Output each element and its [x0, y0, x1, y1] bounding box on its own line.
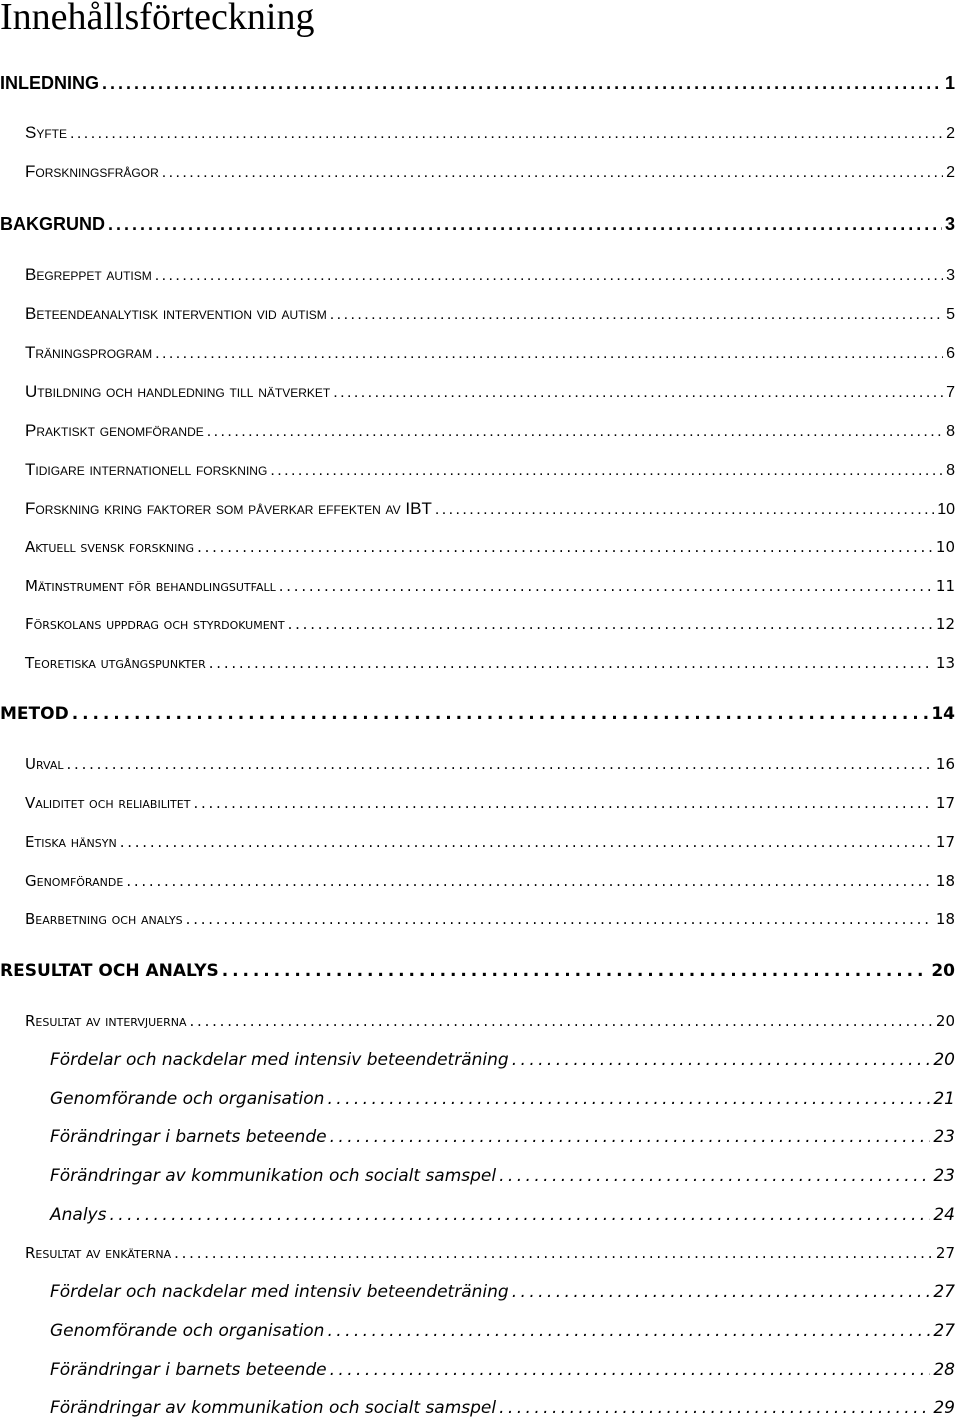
- toc-leader-dots: [155, 263, 943, 289]
- toc-entry-label: Utbildning och handledning till nätverket: [25, 382, 331, 401]
- toc-entry[interactable]: [50, 1395, 955, 1421]
- toc-entry[interactable]: [25, 120, 955, 146]
- toc-entry[interactable]: [25, 159, 955, 185]
- toc-entry-label: Resultat av enkäterna: [25, 1244, 172, 1262]
- toc-leader-dots: [155, 341, 943, 367]
- toc-leader-dots: [67, 751, 933, 777]
- toc-entry-page-number: 23: [933, 1127, 955, 1147]
- toc-entry-label: Urval: [25, 755, 64, 773]
- toc-entry-page-number: 17: [935, 794, 955, 812]
- toc-entry-page-number: 27: [935, 1244, 955, 1262]
- toc-leader-dots: [109, 1202, 930, 1228]
- toc-entry-page-number: 21: [933, 1089, 955, 1109]
- toc-entry[interactable]: [25, 1008, 955, 1034]
- toc-entry-label: Förändringar i barnets beteende: [50, 1360, 327, 1380]
- toc-entry-page-number: 5: [946, 306, 955, 323]
- page-title: Innehållsförteckning: [0, 0, 315, 38]
- toc-leader-dots: [279, 573, 933, 599]
- toc-leader-dots: [330, 1357, 931, 1383]
- toc-leader-dots: [270, 458, 943, 484]
- toc-entry[interactable]: [50, 1357, 955, 1383]
- toc-entry-label: Förändringar i barnets beteende: [50, 1127, 327, 1147]
- toc-entry[interactable]: [25, 262, 955, 288]
- toc-entry-label: Analys: [50, 1205, 107, 1225]
- toc-entry[interactable]: [50, 1202, 955, 1228]
- toc-entry-label: Träningsprogram: [25, 343, 153, 362]
- toc-entry-label: Begreppet autism: [25, 265, 152, 284]
- toc-entry[interactable]: [25, 379, 955, 405]
- toc-leader-dots: [193, 790, 932, 816]
- toc-entry-page-number: 2: [946, 125, 955, 142]
- toc-entry-page-number: 6: [946, 345, 955, 362]
- toc-entry[interactable]: [50, 1047, 955, 1073]
- toc-entry[interactable]: [25, 751, 955, 777]
- toc-leader-dots: [120, 829, 933, 855]
- toc-entry[interactable]: [25, 301, 955, 327]
- toc-entry[interactable]: [0, 211, 955, 237]
- toc-entry-page-number: 17: [935, 833, 955, 851]
- toc-entry-page-number: 20: [935, 1012, 955, 1030]
- toc-entry-label: Förskolans uppdrag och styrdokument: [25, 615, 285, 633]
- toc-leader-dots: [288, 611, 933, 637]
- toc-leader-dots: [186, 906, 933, 932]
- toc-entry-label: Fördelar och nackdelar med intensiv beteendeträning: [50, 1050, 509, 1070]
- toc-entry[interactable]: [50, 1086, 955, 1112]
- toc-leader-dots: [207, 419, 943, 445]
- toc-leader-dots: [435, 497, 934, 523]
- toc-entry-page-number: 10: [935, 538, 955, 556]
- toc-entry-page-number: 27: [933, 1321, 955, 1341]
- toc-leader-dots: [162, 160, 943, 186]
- toc-entry[interactable]: [50, 1124, 955, 1150]
- toc-leader-dots: [499, 1163, 930, 1189]
- toc-entry-page-number: 1: [944, 73, 955, 93]
- toc-entry-label: Genomförande och organisation: [50, 1321, 325, 1341]
- toc-entry-label: Mätinstrument för behandlingsutfall: [25, 577, 276, 595]
- toc-entry-page-number: 14: [931, 704, 955, 724]
- toc-entry-label: Syfte: [25, 123, 68, 142]
- toc-leader-dots: [330, 1124, 931, 1150]
- toc-entry[interactable]: [25, 573, 955, 599]
- toc-entry-label: Forskningsfrågor: [25, 162, 159, 181]
- toc-entry-label: Teoretiska utgångspunkter: [25, 654, 206, 672]
- toc-entry-label: Bearbetning och analys: [25, 910, 183, 928]
- toc-leader-dots: [190, 1008, 933, 1034]
- toc-entry-page-number: 20: [933, 1050, 955, 1070]
- toc-entry-label: Genomförande: [25, 872, 124, 890]
- toc-entry[interactable]: [50, 1279, 955, 1305]
- toc-leader-dots: [72, 701, 929, 727]
- toc-entry-page-number: 18: [935, 872, 955, 890]
- toc-leader-dots: [126, 868, 933, 894]
- toc-entry-page-number: 28: [933, 1360, 955, 1380]
- toc-leader-dots: [70, 121, 943, 147]
- toc-leader-dots: [102, 70, 942, 96]
- toc-leader-dots: [197, 534, 933, 560]
- toc-entry[interactable]: [25, 534, 955, 560]
- toc-leader-dots: [330, 302, 943, 328]
- toc-entry[interactable]: [25, 1240, 955, 1266]
- toc-entry-page-number: 3: [944, 214, 955, 234]
- toc-entry-page-number: 8: [946, 462, 955, 479]
- toc-entry-label: METOD: [0, 704, 69, 724]
- toc-leader-dots: [499, 1395, 930, 1421]
- toc-entry-page-number: 8: [946, 423, 955, 440]
- toc-entry-page-number: 13: [935, 654, 955, 672]
- toc-entry[interactable]: [25, 906, 955, 932]
- toc-entry[interactable]: [25, 611, 955, 637]
- toc-entry-page-number: 11: [935, 577, 955, 595]
- toc-entry-label: Genomförande och organisation: [50, 1089, 325, 1109]
- toc-leader-dots: [512, 1279, 931, 1305]
- toc-entry[interactable]: [0, 958, 955, 984]
- toc-entry[interactable]: [25, 829, 955, 855]
- toc-entry[interactable]: [25, 650, 955, 676]
- toc-leader-dots: [512, 1047, 931, 1073]
- toc-entry[interactable]: [25, 457, 955, 483]
- toc-entry-page-number: 18: [935, 910, 955, 928]
- toc-leader-dots: [333, 380, 943, 406]
- toc-entry-label: Forskning kring faktorer som påverkar effekten av IBT: [25, 499, 432, 518]
- toc-leader-dots: [174, 1240, 933, 1266]
- toc-leader-dots: [327, 1318, 930, 1344]
- toc-entry-label: Beteendeanalytisk intervention vid autism: [25, 304, 327, 323]
- toc-entry-label: Tidigare internationell forskning: [25, 460, 268, 479]
- toc-entry-page-number: 23: [933, 1166, 955, 1186]
- toc-entry-page-number: 12: [935, 615, 955, 633]
- toc-entry-label: Resultat av intervjuerna: [25, 1012, 187, 1030]
- toc-leader-dots: [327, 1086, 930, 1112]
- toc-entry-page-number: 16: [935, 755, 955, 773]
- toc-entry[interactable]: [0, 701, 955, 727]
- toc-entry-label: Praktiskt genomförande: [25, 421, 204, 440]
- toc-leader-dots: [108, 211, 942, 237]
- toc-entry-label: Fördelar och nackdelar med intensiv beteendeträning: [50, 1282, 509, 1302]
- toc-leader-dots: [209, 650, 933, 676]
- toc-entry-label: Förändringar av kommunikation och socialt samspel: [50, 1398, 497, 1418]
- toc-entry[interactable]: [25, 868, 955, 894]
- toc-entry-page-number: 3: [946, 267, 955, 284]
- toc-entry-label: Validitet och reliabilitet: [25, 794, 191, 812]
- toc-entry[interactable]: [25, 496, 955, 522]
- toc-entry-label: INLEDNING: [0, 73, 99, 93]
- toc-entry-page-number: 20: [931, 961, 955, 981]
- toc-entry-page-number: 10: [937, 501, 955, 518]
- toc-entry-label: Etiska hänsyn: [25, 833, 117, 851]
- toc-entry-page-number: 27: [933, 1282, 955, 1302]
- toc-entry[interactable]: [0, 70, 955, 96]
- toc-leader-dots: [222, 958, 929, 984]
- toc-entry[interactable]: [25, 340, 955, 366]
- toc-entry[interactable]: [50, 1163, 955, 1189]
- toc-entry[interactable]: [25, 790, 955, 816]
- toc-entry-label: BAKGRUND: [0, 214, 105, 234]
- toc-entry-page-number: 29: [933, 1398, 955, 1418]
- toc-entry-label: Förändringar av kommunikation och socialt samspel: [50, 1166, 497, 1186]
- toc-entry-label: RESULTAT OCH ANALYS: [0, 961, 219, 981]
- toc-entry[interactable]: [25, 418, 955, 444]
- toc-entry-page-number: 7: [946, 384, 955, 401]
- toc-entry-label: Aktuell svensk forskning: [25, 538, 195, 556]
- toc-entry-page-number: 24: [933, 1205, 955, 1225]
- toc-entry-page-number: 2: [946, 164, 955, 181]
- toc-entry[interactable]: [50, 1318, 955, 1344]
